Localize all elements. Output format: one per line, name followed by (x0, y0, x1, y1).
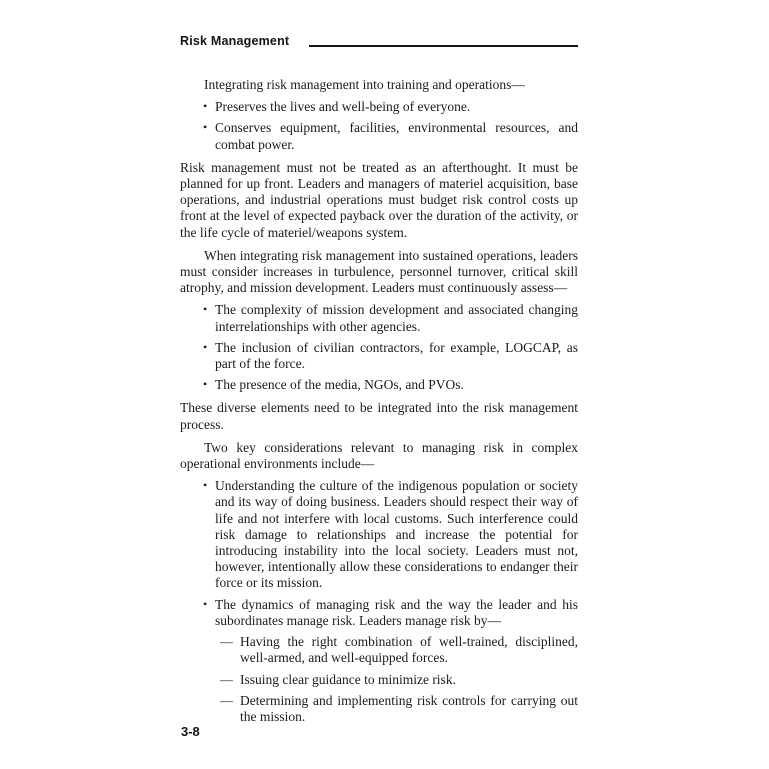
body-text (180, 77, 578, 725)
header-rule (309, 45, 578, 47)
dash-text: Having the right combination of well-trained, disciplined, well-armed, and well-equipped forces. (240, 634, 578, 666)
bullet-text: The dynamics of managing risk and the way the leader and his subordinates manage risk. Leaders manage risk by— (215, 596, 578, 628)
bullet-icon: • (203, 377, 208, 392)
bullet-icon: • (203, 339, 208, 354)
paragraph-two-considerations: Two key considerations relevant to managing risk in complex operational environments include— (180, 439, 578, 472)
bullet-icon: • (203, 120, 208, 135)
bullet-text: The inclusion of civilian contractors, for example, LOGCAP, as part of the force. (215, 339, 578, 372)
text-column (180, 34, 578, 730)
bullet-text: Understanding the culture of the indigenous population or society and its way of doing business. Leaders should respect their way of life and not interfere with local customs. Such interference could risk damage to relationships and increase the potential for introducing instability into the local society. Leaders must not, however, intentionally allow these considerations to endanger their force or its mission. (215, 478, 578, 591)
dash-icon: — (220, 671, 233, 687)
dash-subitem (180, 672, 578, 688)
page-number: 3-8 (181, 724, 200, 739)
paragraph-afterthought: Risk management must not be treated as an afterthought. It must be planned for up front. Leaders and managers of materiel acquisition, base operations, and industrial operations must budget risk control costs up front at the level of expected payback over the duration of the activity, or the life cycle of materiel/weapons system. (180, 159, 578, 240)
dash-text: Issuing clear guidance to minimize risk. (240, 671, 456, 687)
bullet-item (180, 340, 578, 372)
bullet-icon: • (203, 99, 208, 114)
paragraph-intro: Integrating risk management into training and operations— (204, 77, 525, 92)
bullet-icon: • (203, 478, 208, 493)
running-header (180, 34, 578, 48)
bullet-item (180, 478, 578, 591)
dash-icon: — (220, 634, 233, 650)
bullet-text: Preserves the lives and well-being of everyone. (215, 99, 471, 115)
bullet-text: The complexity of mission development and associated changing interrelationships with other agencies. (215, 302, 578, 334)
dash-subitem (180, 693, 578, 725)
dash-text: Determining and implementing risk controls for carrying out the mission. (240, 692, 578, 724)
bullet-text: Conserves equipment, facilities, environmental resources, and combat power. (215, 120, 578, 152)
paragraph-diverse-elements: These diverse elements need to be integrated into the risk management process. (180, 400, 578, 432)
dash-icon: — (220, 692, 233, 708)
paragraph-sustained-ops: When integrating risk management into sustained operations, leaders must consider increases in turbulence, personnel turnover, critical skill atrophy, and mission development. Leaders must continuously assess— (180, 247, 578, 296)
bullet-icon: • (203, 596, 208, 611)
bullet-item (180, 120, 578, 152)
bullet-icon: • (203, 302, 208, 317)
bullet-item (180, 302, 578, 334)
bullet-item (180, 99, 578, 115)
bullet-item (180, 597, 578, 629)
running-header-title: Risk Management (180, 34, 290, 48)
bullet-item (180, 377, 578, 393)
bullet-text: The presence of the media, NGOs, and PVOs. (215, 377, 464, 393)
dash-subitem (180, 634, 578, 666)
